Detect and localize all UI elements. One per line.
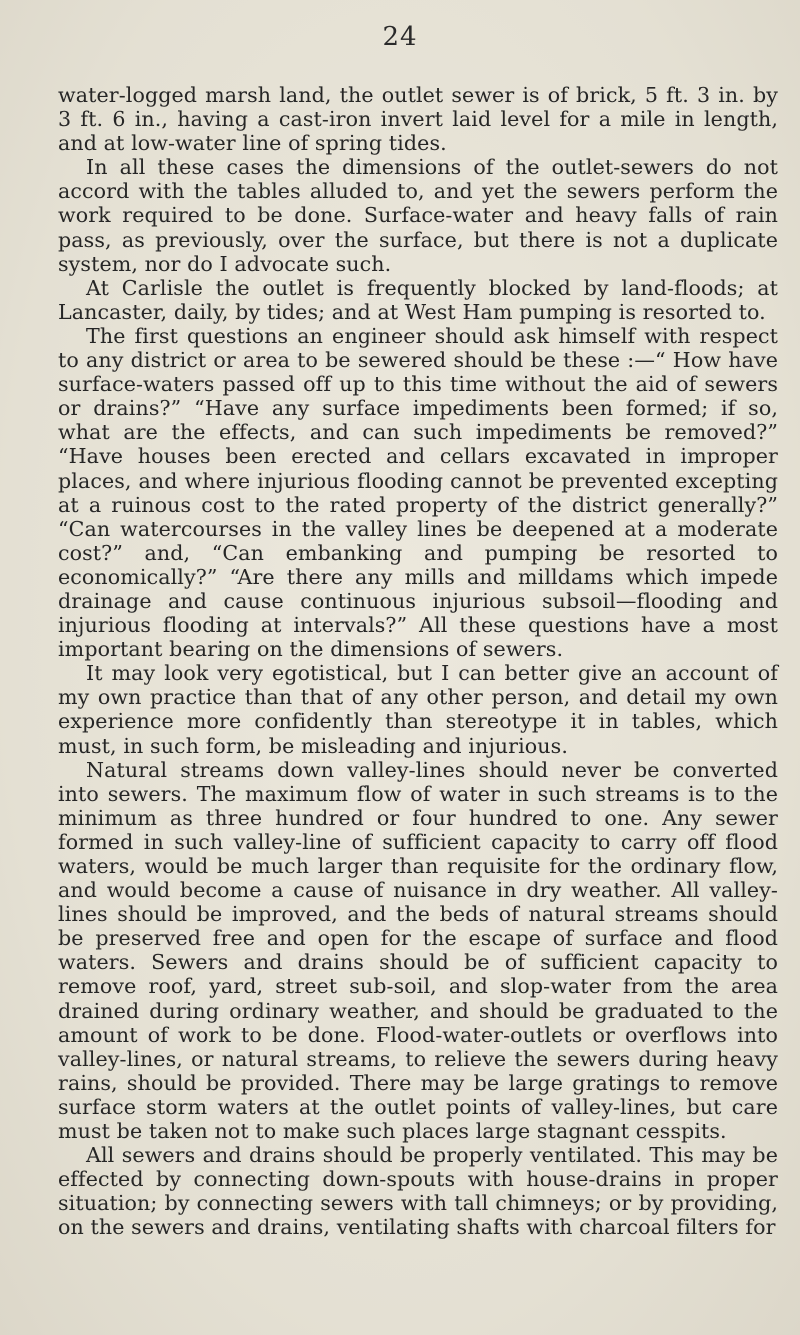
paragraph: Natural streams down valley-lines should never be converted into sewers. The maximum flow of water in such streams is to the minimum as three hundred or four hundred to one. Any sewer formed in such valley-line of sufficient capacity to carry off flood waters, would be much larger than requisite for the ordinary flow, and would become a cause of nuisance in dry weather. All valley-lines should be improved, and the beds of natural streams should be preserved free and open for the escape of surface and flood waters. Sewers and drains should be of sufficient capacity to remove roof, yard, street sub-soil, and slop-water from the area drained during ordinary weather, and should be graduated to the amount of work to be done. Flood-water-outlets or overflows into valley-lines, or natural streams, to relieve the sewers during heavy rains, should be provided. There may be large gratings to remove surface storm waters at the outlet points of valley-lines, but care must be taken not to make such places large stagnant cesspits. [58, 757, 778, 1144]
paragraph: At Carlisle the outlet is frequently blocked by land-floods; at Lancaster, daily, by tides; and at West Ham pumping is resorted to. [58, 275, 778, 324]
paragraph: It may look very egotistical, but I can better give an account of my own practice than that of any other person, and detail my own experience more confidently than stereotype it in tables, which must, in such form, be misleading and injurious. [58, 661, 778, 758]
paragraph: In all these cases the dimensions of the outlet-sewers do not accord with the tables alluded to, and yet the sewers perform the work required to be done. Surface-water and heavy falls of rain pass, as previously, over the surface, but there is not a duplicate system, nor do I advocate such. [58, 155, 778, 276]
page-number: 24 [382, 22, 418, 52]
page-body [58, 83, 778, 1240]
paragraph: The first questions an engineer should ask himself with respect to any district or area to be sewered should be these :—“ How have surface-waters passed off up to this time without the aid of sewers or drains?” “Have any surface impediments been formed; if so, what are the effects, and can such impediments be removed?” “Have houses been erected and cellars excavated in improper places, and where injurious flooding cannot be prevented excepting at a ruinous cost to the rated property of the district generally?” “Can watercourses in the valley lines be deepened at a moderate cost?” and, “Can embanking and pumping be resorted to economically?” “Are there any mills and milldams which impede drainage and cause continuous injurious subsoil—flooding and injurious flooding at intervals?” All these questions have a most important bearing on the dimensions of sewers. [58, 323, 778, 662]
paragraph: All sewers and drains should be properly ventilated. This may be effected by connecting down-spouts with house-drains in proper situation; by connecting sewers with tall chimneys; or by providing, on the sewers and drains, ventilating shafts with charcoal filters for [58, 1143, 778, 1240]
paragraph-continued: water-logged marsh land, the outlet sewer is of brick, 5 ft. 3 in. by 3 ft. 6 in., having a cast-iron invert laid level for a mile in length, and at low-water line of spring tides. [58, 83, 778, 156]
